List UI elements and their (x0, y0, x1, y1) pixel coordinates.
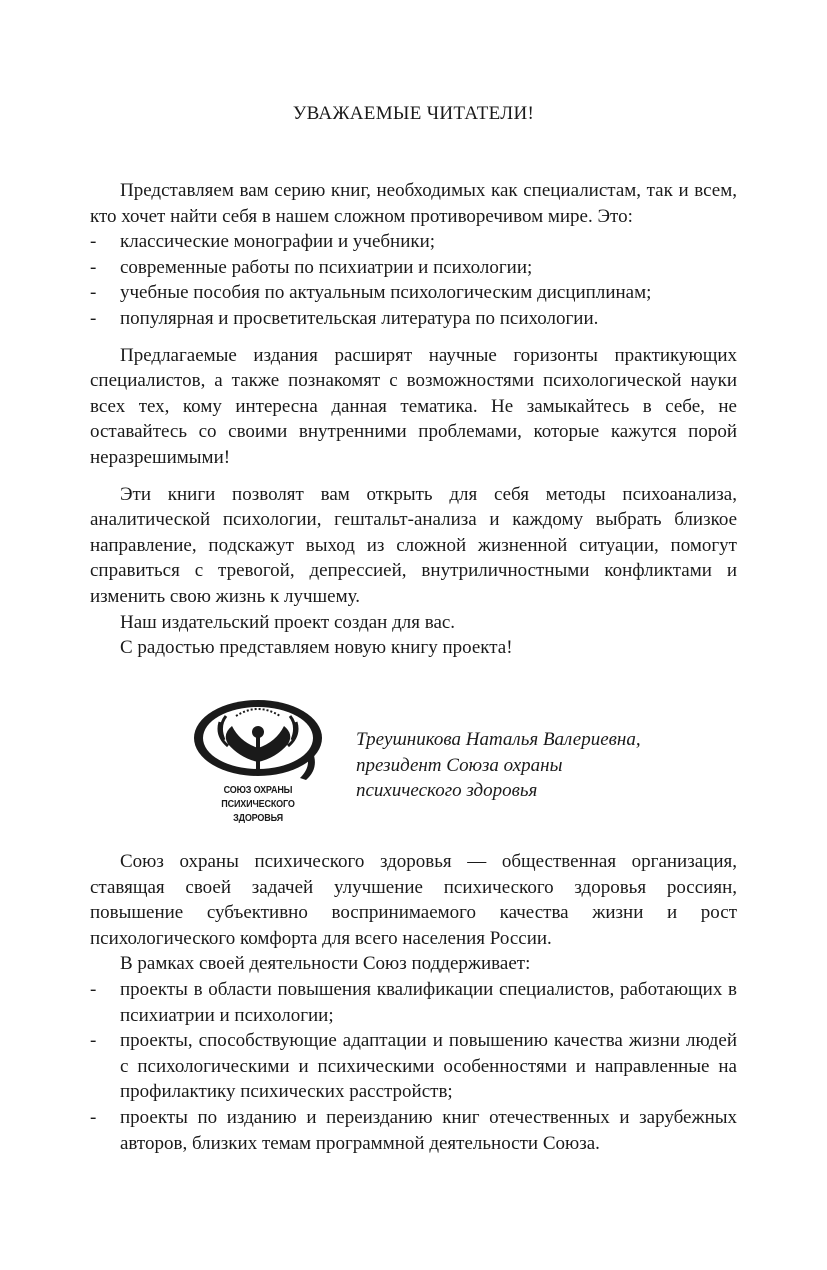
list-item: - проекты в области повышения квалификации специалистов, работающих в психиатрии и психологии; (90, 978, 737, 1026)
union-section (90, 849, 737, 1156)
list-item: - проекты по изданию и переизданию книг отечественных и зарубежных авторов, близких темам программной деятельности Союза. (90, 1106, 737, 1154)
intro-paragraph-5: С радостью представляем новую книгу проекта! (120, 637, 513, 659)
signature-role: психического здоровья (356, 780, 538, 802)
intro-paragraph-4: Наш издательский проект создан для вас. (120, 611, 456, 633)
intro-section (90, 178, 737, 661)
list-item: - учебные пособия по актуальным психологическим дисциплинам; (90, 282, 652, 304)
list-item: - классические монографии и учебники; (90, 231, 436, 253)
intro-paragraph-1: Представляем вам серию книг, необходимых как специалистам, так и всем, кто хочет найти себя в нашем сложном противоречивом мире. Это: (90, 180, 737, 227)
union-paragraph-1: Союз охраны психического здоровья — общественная организация, ставящая своей задачей улучшение психического здоровья россиян, повышение субъективно воспринимаемого качества жизни и рост психологического комфорта для всего населения России. (90, 851, 737, 949)
signature-name: Треушникова Наталья Валериевна, (356, 729, 641, 750)
signature-role: президент Союза охраны (356, 754, 563, 776)
union-paragraph-2: В рамках своей деятельности Союз поддерживает: (120, 953, 531, 975)
intro-paragraph-2: Предлагаемые издания расширят научные горизонты практикующих специалистов, а также познакомят с возможностями психологической науки всех тех, кому интересна данная тематика. Не замыкайтесь в себе, не оставайтесь со своими внутренними проблемами, которые кажутся порой неразрешимыми! (90, 344, 737, 468)
page-title: УВАЖАЕМЫЕ ЧИТАТЕЛИ! (292, 103, 535, 124)
list-item: - проекты, способствующие адаптации и повышению качества жизни людей с психологическими и психическими особенностями и направленные на профилактику психических расстройств; (90, 1030, 737, 1103)
intro-paragraph-3: Эти книги позволят вам открыть для себя методы психоанализа, аналитической психологии, гештальт-анализа и каждому выбрать близкое направление, подскажут выход из сложной жизненной ситуации, помогут справиться с тревогой, депрессией, внутриличностными конфликтами и изменить свою жизнь к лучшему. (90, 483, 737, 607)
logo-caption: СОЮЗ ОХРАНЫ ПСИХИЧЕСКОГО ЗДОРОВЬЯ (221, 784, 295, 824)
list-item: - популярная и просветительская литература по психологии. (90, 307, 599, 329)
signature (356, 727, 641, 804)
list-item: - современные работы по психиатрии и психологии; (90, 256, 533, 278)
brain-emblem-icon (188, 696, 328, 782)
